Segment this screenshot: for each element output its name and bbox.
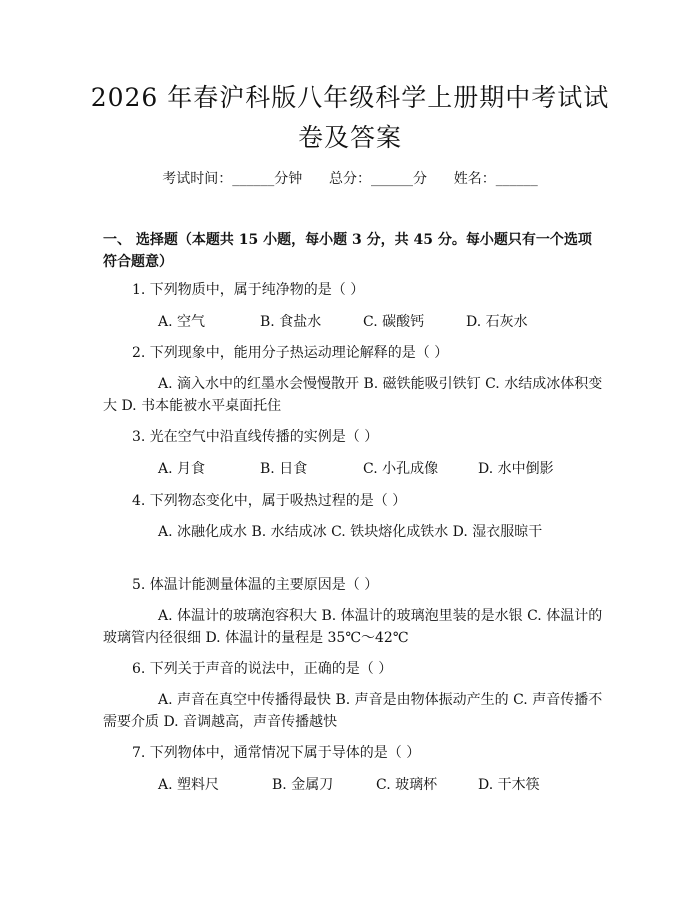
- question-4-stem: 4. 下列物态变化中，属于吸热过程的是（ ）: [132, 493, 407, 509]
- question-3-stem: 3. 光在空气中沿直线传播的实例是（ ）: [132, 429, 379, 445]
- question-6-options: A. 声音在真空中传播得最快 B. 声音是由物体振动产生的 C. 声音传播不需要介质 D. 音调越高，声音传播越快: [103, 692, 603, 730]
- option-d: D. 水中倒影: [478, 461, 554, 477]
- option-c: C. 碳酸钙: [363, 314, 425, 330]
- option-d: D. 石灰水: [466, 314, 528, 330]
- exam-meta-line: 考试时间：______分钟 总分：______分 姓名：______: [162, 171, 538, 187]
- title-line-2: 卷及答案: [297, 123, 402, 152]
- section-heading: 一、 选择题（本题共 15 小题，每小题 3 分，共 45 分。每小题只有一个选项符合题意）: [103, 232, 592, 270]
- option-d: D. 干木筷: [478, 777, 540, 793]
- question-2-options: A. 滴入水中的红墨水会慢慢散开 B. 磁铁能吸引铁钉 C. 水结成冰体积变大 D. 书本能被水平桌面托住: [103, 376, 603, 414]
- question-4-options: A. 冰融化成水 B. 水结成冰 C. 铁块熔化成铁水 D. 湿衣服晾干: [158, 524, 543, 540]
- question-2-stem: 2. 下列现象中，能用分子热运动理论解释的是（ ）: [132, 345, 449, 361]
- question-1-options: [103, 311, 603, 333]
- option-a: A. 空气: [158, 314, 206, 330]
- question-6-stem: 6. 下列关于声音的说法中，正确的是（ ）: [132, 661, 393, 677]
- option-a: A. 月食: [158, 461, 206, 477]
- exam-title: [60, 78, 640, 158]
- question-5-options: A. 体温计的玻璃泡容积大 B. 体温计的玻璃泡里装的是水银 C. 体温计的玻璃管内径很细 D. 体温计的量程是 35℃～42℃: [103, 608, 603, 646]
- option-b: B. 日食: [260, 461, 308, 477]
- option-c: C. 玻璃杯: [376, 777, 438, 793]
- question-7-options: [103, 774, 603, 796]
- option-a: A. 塑料尺: [158, 777, 220, 793]
- question-5-stem: 5. 体温计能测量体温的主要原因是（ ）: [132, 577, 379, 593]
- option-c: C. 小孔成像: [363, 461, 439, 477]
- option-b: B. 食盐水: [260, 314, 322, 330]
- question-1-stem: 1. 下列物质中，属于纯净物的是（ ）: [132, 282, 365, 298]
- question-3-options: [103, 458, 603, 480]
- question-7-stem: 7. 下列物体中，通常情况下属于导体的是（ ）: [132, 745, 421, 761]
- option-b: B. 金属刀: [272, 777, 334, 793]
- title-line-1: 2026 年春沪科版八年级科学上册期中考试试: [90, 83, 610, 112]
